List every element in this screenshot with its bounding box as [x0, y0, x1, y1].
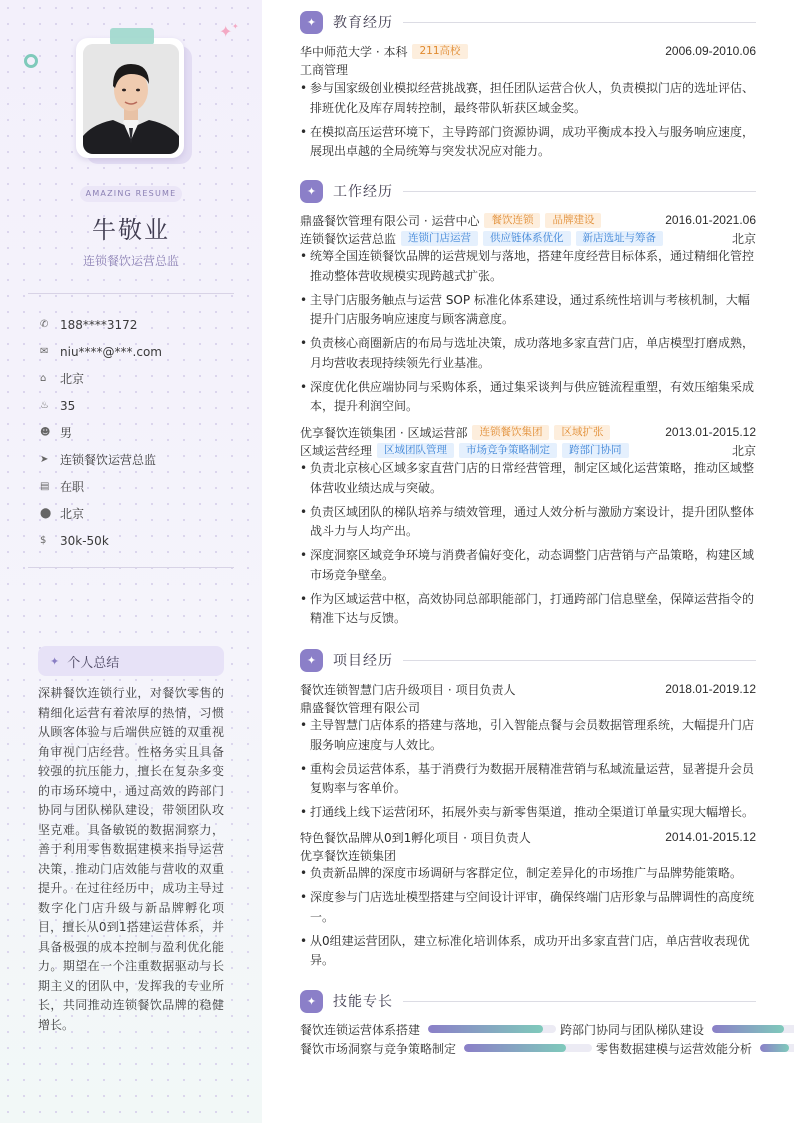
company-name: 优享餐饮连锁集团 · 区域运营部 — [300, 425, 468, 440]
info-value: 在职 — [60, 480, 85, 494]
work-0-role — [300, 230, 756, 246]
home-icon: ⌂ — [40, 373, 47, 384]
list-item: • 参与国家级创业模拟经营挑战赛，担任团队运营合伙人，负责模拟门店的选址评估、排班优化及库存周转控制，最终带队斩获区域金奖。 — [300, 79, 756, 118]
list-item: • 深度优化供应端协同与采购体系，通过集采谈判与供应链流程重塑，有效压缩集采成本，提升利润空间。 — [300, 378, 756, 417]
phone-icon: ✆ — [40, 319, 49, 330]
role-tag: 供应链体系优化 — [483, 231, 571, 246]
project-1-org — [300, 847, 756, 863]
list-item: • 深度参与门店选址模型搭建与空间设计评审，确保终端门店形象与品牌调性的高度统一。 — [300, 888, 756, 927]
work-city: 北京 — [731, 231, 756, 246]
section-title: 教育经历 — [333, 15, 393, 31]
skill-bar-fill — [428, 1025, 543, 1033]
skill-bar-fill — [464, 1044, 566, 1052]
info-value: 北京 — [60, 372, 85, 386]
skill-name: 餐饮市场洞察与竞争策略制定 — [300, 1041, 457, 1056]
info-value: 35 — [60, 398, 76, 413]
skill-bar — [464, 1044, 592, 1052]
list-item: • 从0组建运营团队，建立标准化培训体系，成功开出多家直营门店，单店营收表现优异。 — [300, 932, 756, 971]
project-1-header — [300, 829, 756, 845]
project-org: 鼎盛餐饮管理有限公司 — [300, 700, 421, 715]
candidate-title: 连锁餐饮运营总监 — [82, 254, 179, 268]
list-item: • 主导门店服务触点与运营 SOP 标准化体系建设，通过系统性培训与考核机制，大幅提升门店服务响应速度与顾客满意度。 — [300, 291, 756, 330]
work-1-role — [300, 442, 756, 458]
education-major — [300, 61, 756, 77]
target-icon: ➤ — [40, 454, 49, 465]
sparkle-icon: ✦ — [300, 11, 323, 34]
info-row — [40, 500, 240, 527]
info-row — [40, 419, 240, 446]
candidate-name: 牛敬业 — [92, 216, 170, 244]
section-work-header — [300, 179, 756, 203]
sparkle-icon: ✦ — [300, 180, 323, 203]
info-value: niu****@***.com — [60, 344, 162, 359]
section-skills-header — [300, 989, 756, 1013]
major: 工商管理 — [300, 62, 349, 77]
section-divider — [403, 22, 756, 23]
avatar — [83, 44, 179, 154]
info-value: 30k-50k — [60, 533, 109, 548]
project-name: 特色餐饮品牌从0到1孵化项目 · 项目负责人 — [300, 830, 531, 845]
project-org: 优享餐饮连锁集团 — [300, 848, 397, 863]
contact-info-list — [40, 311, 240, 554]
sidebar — [0, 0, 262, 1123]
info-row — [40, 473, 240, 500]
info-value: 188****3172 — [60, 317, 138, 332]
summary-text: 深耕餐饮连锁行业，对餐饮零售的精细化运营有着浓厚的热情，习惯从顾客体验与后端供应链的双重视角审视门店经营。性格务实且具备较强的抗压能力，擅长在复杂多变的市场环境中，通过高效的跨部门协同与团队梯队建设，带领团队攻坚克难。具备敏锐的数据洞察力，善于利用零售数据建模来指导运营决策，推动门店效能与营收的双重提升。在过往经历中，成功主导过数字化门店升级与新品牌孵化项目，擅长从0到1搭建运营体系，并具备极强的成本控制与盈利优化能力。期望在一个注重数据驱动与长期主义的团队中，发挥我的专业所长，共同推动连锁餐饮品牌的稳健增长。 — [38, 686, 224, 1032]
info-row — [40, 365, 240, 392]
work-city: 北京 — [731, 443, 756, 458]
section-education-header — [300, 10, 756, 34]
skill-bar — [712, 1025, 794, 1033]
company-tag: 品牌建设 — [545, 213, 601, 228]
section-divider — [403, 660, 756, 661]
work-1-bullets — [300, 459, 756, 633]
list-item: • 打通线上线下运营闭环，拓展外卖与新零售渠道，推动全渠道订单量实现大幅增长。 — [300, 803, 756, 823]
project-name: 餐饮连锁智慧门店升级项目 · 项目负责人 — [300, 682, 516, 697]
summary-title: 个人总结 — [67, 655, 120, 671]
list-item: • 负责区域团队的梯队培养与绩效管理，通过人效分析与激励方案设计，提升团队整体战斗力与人均产出。 — [300, 503, 756, 542]
project-0-bullets — [300, 716, 756, 827]
section-title: 工作经历 — [333, 184, 393, 200]
list-item: • 深度洞察区域竞争环境与消费者偏好变化，动态调整门店营销与产品策略，构建区域市场竞争壁垒。 — [300, 546, 756, 585]
info-row — [40, 392, 240, 419]
divider — [28, 567, 234, 568]
list-item: • 重构会员运营体系，基于消费行为数据开展精准营销与私域流量运营，显著提升会员复购率与客单价。 — [300, 760, 756, 799]
role-tag: 新店选址与筹备 — [576, 231, 664, 246]
sparkle-icon: ✦ — [300, 649, 323, 672]
list-item: • 作为区域运营中枢，高效协同总部职能部门，打通跨部门信息壁垒，保障运营指令的精准下达与反馈。 — [300, 590, 756, 629]
summary-header — [38, 646, 224, 676]
skill-bar — [760, 1044, 794, 1052]
resume-badge: AMAZING RESUME — [80, 186, 182, 202]
list-item: • 负责核心商圈新店的布局与选址决策，成功落地多家直营门店，单店模型打磨成熟，月均营收表现持续领先行业基准。 — [300, 334, 756, 373]
company-tag: 餐饮连锁 — [484, 213, 540, 228]
salary-icon: $ — [40, 535, 47, 546]
work-date: 2013.01-2015.12 — [665, 425, 756, 439]
role-name: 连锁餐饮运营总监 — [300, 231, 397, 246]
sparkle-icon: ✦ — [300, 990, 323, 1013]
info-row — [40, 338, 240, 365]
list-item: • 负责新品牌的深度市场调研与客群定位，制定差异化的市场推广与品牌势能策略。 — [300, 864, 756, 884]
role-tag: 区域团队管理 — [377, 443, 454, 458]
skill-bar-fill — [760, 1044, 789, 1052]
photo-tape — [110, 28, 154, 45]
work-1-header — [300, 424, 756, 440]
company-tag: 区域扩张 — [554, 425, 610, 440]
project-0-org — [300, 699, 756, 715]
company-tag: 连锁餐饮集团 — [472, 425, 549, 440]
work-0-bullets — [300, 247, 756, 421]
info-value: 北京 — [60, 507, 85, 521]
info-value: 男 — [60, 426, 73, 440]
divider — [28, 293, 234, 294]
project-1-bullets — [300, 864, 756, 975]
list-item: • 主导智慧门店体系的搭建与落地，引入智能点餐与会员数据管理系统，大幅提升门店服务响应速度与人效比。 — [300, 716, 756, 755]
sparkle-small-icon: ✦ — [232, 22, 239, 31]
info-row — [40, 311, 240, 338]
info-value: 连锁餐饮运营总监 — [60, 453, 157, 467]
list-item: • 在模拟高压运营环境下，主导跨部门资源协调，成功平衡成本投入与服务响应速度，展现出卓越的全局统筹与突发状况应对能力。 — [300, 123, 756, 162]
role-tag: 连锁门店运营 — [401, 231, 478, 246]
list-item: • 负责北京核心区域多家直营门店的日常经营管理，制定区域化运营策略，推动区域整体营收业绩达成与突破。 — [300, 459, 756, 498]
section-divider — [403, 1001, 756, 1002]
location-icon: ⬤ — [40, 508, 52, 519]
section-title: 项目经历 — [333, 653, 393, 669]
section-title: 技能专长 — [333, 994, 393, 1010]
age-icon: ♨ — [40, 400, 49, 411]
skill-name: 零售数据建模与运营效能分析 — [596, 1041, 753, 1056]
role-tag: 市场竞争策略制定 — [459, 443, 557, 458]
skill-bar — [428, 1025, 556, 1033]
skills-row — [300, 1040, 794, 1056]
sparkle-icon: ✦ — [219, 22, 233, 41]
project-date: 2018.01-2019.12 — [665, 682, 756, 696]
school-name: 华中师范大学 · 本科 — [300, 44, 408, 59]
project-date: 2014.01-2015.12 — [665, 830, 756, 844]
sparkle-icon: ✦ — [50, 654, 60, 668]
skills-row — [300, 1021, 794, 1037]
role-tag: 跨部门协同 — [562, 443, 629, 458]
company-name: 鼎盛餐饮管理有限公司 · 运营中心 — [300, 213, 480, 228]
education-header — [300, 43, 756, 59]
gender-icon: ☻ — [40, 427, 51, 438]
section-divider — [403, 191, 756, 192]
list-item: • 统筹全国连锁餐饮品牌的运营规划与落地，搭建年度经营目标体系，通过精细化管控推动整体营收规模实现跨越式扩张。 — [300, 247, 756, 286]
education-date: 2006.09-2010.06 — [665, 44, 756, 58]
skill-bar-fill — [712, 1025, 784, 1033]
briefcase-icon: ▤ — [40, 481, 50, 492]
mail-icon: ✉ — [40, 346, 49, 357]
info-row — [40, 527, 240, 554]
role-name: 区域运营经理 — [300, 443, 373, 458]
work-0-header — [300, 212, 756, 228]
education-bullets — [300, 79, 756, 166]
skill-name: 跨部门协同与团队梯队建设 — [560, 1022, 705, 1037]
skill-name: 餐饮连锁运营体系搭建 — [300, 1022, 421, 1037]
school-tag: 211高校 — [412, 44, 467, 59]
work-date: 2016.01-2021.06 — [665, 213, 756, 227]
section-project-header — [300, 648, 756, 672]
decorative-ring-icon — [24, 54, 38, 68]
info-row — [40, 446, 240, 473]
project-0-header — [300, 681, 756, 697]
